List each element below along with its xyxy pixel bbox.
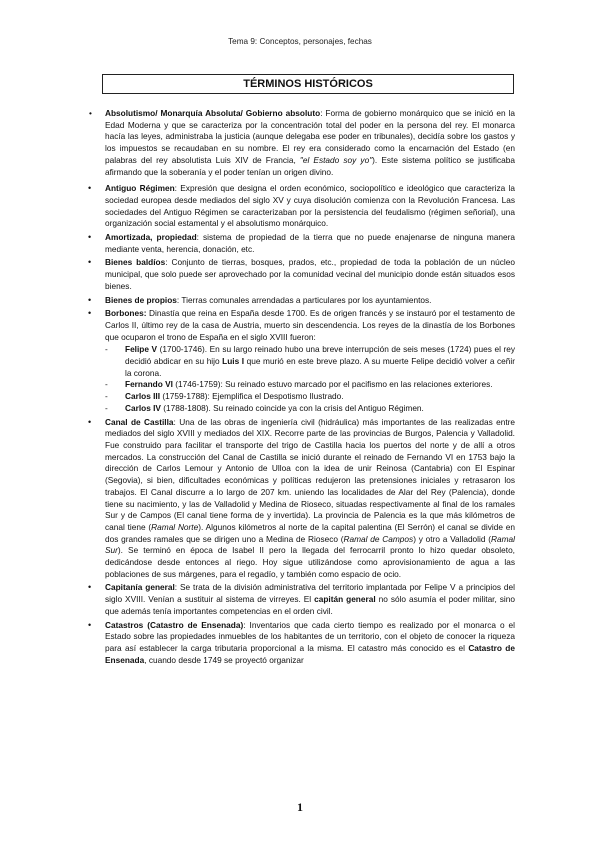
- borbones-list: [105, 344, 515, 414]
- definition-text: : Expresión que designa el orden económico, sociopolítico e ideológico que caracteriza la sociedad europea desde mediados del siglo XV y cuya disolución comienza con la Revolución Francesa. Las sociedades del Antiguo Régimen se caracterizaban por la persistencia del feudalismo (régimen señorial), una organización social estamental y el absolutismo monárquico.: [105, 183, 515, 229]
- term-label: Antiguo Régimen: [105, 183, 175, 194]
- glossary-item-bienes-propios: [105, 295, 515, 307]
- glossary-item-absolutismo: [89, 108, 515, 178]
- term-label: Amortizada, propiedad: [105, 232, 197, 243]
- term-label: Bienes de propios: [105, 294, 177, 305]
- definition-text: : Una de las obras de ingeniería civil (hidráulica) más importantes de las realizadas entre mediados del siglo XVIII y mediados del XIX. Recorre parte de las provincias de Burgos, Palencia y Valladolid. Fue construido para facilitar el transporte del trigo de Castilla hacia los puertos del norte y de allí a otros mercados. La construcción del Canal de Castilla se inició durante el reinado de Fernando VI en 1753 bajo la dirección de Carlos Lemour y Antonio de Ulloa con la idea de unir Reinosa (Cantabria) con El Espinar (Segovia), si bien, dificultades económicas y políticas redujeron las pretensiones iniciales y retrasaron los trabajos. El Canal discurre a lo largo de 207 km. uniendo las localidades de Alar del Rey (Palencia), donde tiene su nacimiento, y las de Valladolid y Medina de Rioseco, situadas respectivamente al final de los ramales Sur y de Campos (El canal tiene forma de y invertida). La provincia de Palencia es la que más kilómetros de canal tiene (: [105, 416, 515, 532]
- king-name: Fernando VI: [125, 379, 173, 390]
- definition-text: ) y otro a Valladolid (: [413, 533, 492, 544]
- king-text: que murió en este breve plazo. A su muerte Felipe decidió volver a ceñir la corona.: [125, 356, 516, 378]
- definition-text: : sistema de propiedad de la tierra que no puede enajenarse de ninguna manera mediante venta, herencia, donación, etc.: [105, 232, 515, 254]
- glossary-content: [89, 108, 516, 668]
- quote-text: "el Estado soy yo": [299, 154, 373, 165]
- list-item: [105, 403, 515, 415]
- king-name: Felipe V: [125, 344, 158, 355]
- italic-text: Ramal de Campos: [343, 533, 414, 544]
- bullet-mark: •: [89, 108, 92, 118]
- definition-text: : Se trata de la división administrativa del territorio implantada por Felipe V a principios del siglo XVIII. Venían a sustituir al sistema de virreyes. El: [105, 582, 515, 605]
- king-name: Carlos III: [125, 391, 161, 402]
- list-item: [105, 379, 515, 391]
- definition-text: : Forma de gobierno monárquico que se inició en la Edad Moderna y que se caracteriza por la concentración total del poder en la persona del rey. El monarca hacía las leyes, administraba la justicia (aunque delegaba ese poder en tribunales), decidía sobre los gastos y los impuestos se recaudaban en su nombre. El rey era considerado como la encarnación del Estado (en palabras del rey absolutista Luis XIV de Francia,: [105, 108, 515, 165]
- definition-text: ). Algunos kilómetros al norte de la capital palentina (El Serrón) el canal se divide en dos grandes ramales que se dirigen uno a Medina de Rioseco (: [105, 521, 515, 544]
- definition-text: : Conjunto de tierras, bosques, prados, etc., propiedad de toda la población de un núcleo municipal, que solo puede ser aprovechado por la comunidad vecinal del municipio donde están situados esos bienes.: [105, 257, 515, 291]
- definition-text: , cuando desde 1749 se proyectó organizar: [144, 654, 304, 665]
- glossary-item-canal-castilla: [105, 417, 515, 581]
- bold-text: capitán general: [314, 594, 376, 605]
- king-text: (1759-1788): Ejemplifica el Despotismo Ilustrado.: [160, 391, 344, 402]
- king-name: Luis I: [222, 356, 245, 367]
- running-header: Tema 9: Conceptos, personajes, fechas: [228, 37, 372, 46]
- definition-text: Dinastía que reina en España desde 1700. Es de origen francés y se instauró por el testamento de Carlos II, último rey de la casa de Austria, muerto sin descendencia. Los reyes de la dinastía de los Borbones que ocuparon el trono de España en el siglo XVIII fueron:: [105, 308, 515, 342]
- definition-text: : Tierras comunales arrendadas a particulares por los ayuntamientos.: [176, 294, 432, 305]
- king-text: (1788-1808). Su reinado coincide ya con la crisis del Antiguo Régimen.: [160, 402, 424, 413]
- term-label: Borbones:: [105, 308, 147, 319]
- term-label: Capitanía general: [105, 582, 175, 593]
- bold-text: Catastro de Ensenada: [105, 642, 515, 665]
- glossary-item-capitania-general: [105, 582, 515, 617]
- definition-text: : Inventarios que cada cierto tiempo es realizado por el monarca o el Estado sobre las propiedades inmuebles de los habitantes de un territorio, con el objeto de conocer la riqueza para así establecer la carga tributaria proporcional a la misma. El catastro más conocido es el: [105, 619, 516, 653]
- term-label: Catastros (Catastro de Ensenada): [105, 619, 244, 630]
- term-label: Canal de Castilla: [105, 416, 174, 427]
- page-number: 1: [297, 800, 303, 814]
- king-text: (1700-1746). En su largo reinado hubo una breve interrupción de seis meses (1724) pues el rey decidió abdicar en su hijo: [125, 344, 515, 367]
- glossary-item-antiguo-regimen: [105, 183, 515, 230]
- page-title: TÉRMINOS HISTÓRICOS: [102, 74, 514, 94]
- king-name: Carlos IV: [125, 402, 161, 413]
- italic-text: Ramal Norte: [151, 521, 199, 532]
- definition-text: ). Se terminó en época de Isabel II pero la llegada del ferrocarril pronto lo hizo quedar obsoleto, dedicándose desde entonces al riego. Hoy sigue utilizándose como aprovisionamiento de agua a las poblaciones de sus márgenes, para el regadío, y también como espacio de ocio.: [105, 545, 515, 579]
- list-item: [105, 344, 515, 379]
- definition-text: ). Este sistema político se justificaba afirmando que la soberanía y el poder tenían un origen divino.: [105, 154, 515, 177]
- term-label: Bienes baldíos: [105, 257, 166, 268]
- italic-text: Ramal Sur: [105, 533, 515, 556]
- definition-text: no sólo asumía el poder militar, sino que además tenía importantes competencias en el orden civil.: [105, 594, 515, 616]
- glossary-item-bienes-baldios: [105, 257, 515, 292]
- glossary-item-borbones: [105, 308, 515, 414]
- king-text: (1746-1759): Su reinado estuvo marcado por el pacifismo en las relaciones exteriores.: [172, 379, 493, 390]
- list-item: [105, 391, 515, 403]
- glossary-item-amortizada: [105, 232, 515, 255]
- glossary-item-catastros: [105, 620, 515, 667]
- term-label: Absolutismo/ Monarquía Absoluta/ Gobierno absoluto: [105, 108, 321, 118]
